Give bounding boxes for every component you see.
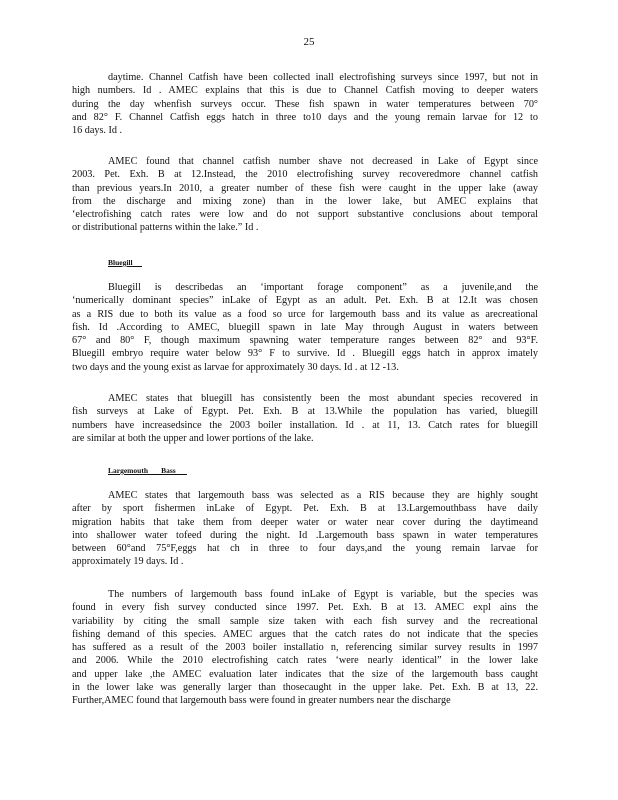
text-line: than previous years.In 2010, a greater number of these fish were caught in the upper lake (away — [72, 182, 538, 194]
text-line: numbers have increasedsince the 2003 boiler installation. Id . at 11, 13. Catch rates for bluegill — [72, 419, 538, 431]
text-line: Bluegill is describedas an ‘important forage component” as a juvenile,and the — [108, 282, 538, 293]
text-line: variability by citing the small sample size taken with each fish survey and the recreational — [72, 615, 538, 627]
text-line: ‘electrofishing catch rates were low and do not support substantive conclusions about temporal — [72, 209, 538, 221]
text-line: are similar at both the upper and lower portions of the lake. — [72, 432, 314, 444]
text-line: fishing demand of this species. AMEC argues that the catch rates do not indicate that the species — [72, 628, 538, 640]
text-line: found in every fish survey conducted since 1997. Pet. Exh. B at 13. AMEC expl ains the — [72, 602, 538, 614]
paragraph-channel-catfish-habits — [72, 71, 538, 137]
text-line: has suffered as a result of the 2003 boiler installatio n, referencing similar survey results in 1997 — [72, 642, 538, 654]
text-line: between 60°and 75°F,eggs hat ch in three to four days,and the young remain larvae for — [72, 543, 538, 555]
text-line: AMEC states that largemouth bass was selected as a RIS because they are highly sought — [108, 490, 538, 501]
text-line: AMEC found that channel catfish number shave not decreased in Lake of Egypt since — [108, 156, 538, 167]
paragraph-channel-catfish-numbers — [72, 155, 538, 235]
text-line: during the day whenfish surveys occur. These fish spawn in water temperatures between 70° — [72, 98, 538, 110]
text-line: 2003. Pet. Exh. B at 12.Instead, the 2010 electrofishing survey recoveredmore channel catfish — [72, 169, 538, 181]
paragraph-largemouth-bass-selection — [72, 489, 538, 569]
text-line: Bluegill embryo require water below 93° F to survive. Id . Bluegill eggs hatch in approx imately — [72, 348, 538, 360]
text-line: and 2006. While the 2010 electrofishing catch rates ‘were nearly identical” in the lower lake — [72, 655, 538, 667]
text-line: after by sport fishermen inLake of Egypt. Pet. Exh. B at 13.Largemouthbass have daily — [72, 503, 538, 515]
text-line: and 82° F. Channel Catfish eggs hatch in three to10 days and the young remain larvae for 12 to — [72, 111, 538, 123]
text-line: 16 days. Id . — [72, 125, 123, 137]
section-heading-bluegill: Bluegill — [108, 258, 142, 267]
text-line: Further,AMEC found that largemouth bass were found in greater numbers near the discharge — [72, 695, 451, 707]
text-line: into shallower water tofeed during the night. Id .Largemouth bass spawn in water temperatures — [72, 529, 538, 541]
text-line: two days and the young exist as larvae for approximately 30 days. Id . at 12 -13. — [72, 361, 399, 373]
text-line: from the discharge and mixing zone) than in the lower lake, but AMEC explains that — [72, 195, 538, 207]
text-line: The numbers of largemouth bass found inLake of Egypt is variable, but the species was — [108, 589, 538, 600]
text-line: high numbers. Id . AMEC explains that this is due to Channel Catfish moving to deeper waters — [72, 85, 538, 97]
text-line: or distributional patterns within the lake.” Id . — [72, 222, 259, 234]
section-heading-largemouth-bass: Largemouth Bass — [108, 466, 187, 475]
text-line: ‘numerically dominant species” inLake of Egypt as an adult. Pet. Exh. B at 12.It was chosen — [72, 295, 538, 307]
text-line: in the lower lake was generally larger than thosecaught in the upper lake. Pet. Exh. B at 13, 22. — [72, 682, 538, 694]
text-line: and upper lake ,the AMEC evaluation later indicates that the size of the largemouth bass caught — [72, 668, 538, 680]
text-line: fish. Id .According to AMEC, bluegill spawn in late May through August in waters between — [72, 321, 538, 333]
text-line: fish surveys at Lake of Egypt. Pet. Exh. B at 13.While the population has varied, bluegill — [72, 406, 538, 418]
text-line: migration habits that take them from deeper water or water near cover during the daytimeand — [72, 516, 538, 528]
text-line: as a RIS due to both its value as a food so urce for largemouth bass and its value as arecreational — [72, 308, 538, 320]
text-line: daytime. Channel Catfish have been collected inall electrofishing surveys since 1997, but not in — [108, 72, 538, 83]
text-line: 67° and 80° F, though maximum spawning water temperature ranges between 82° and 93°F. — [72, 335, 538, 347]
paragraph-bluegill-abundance — [72, 392, 538, 445]
paragraph-bluegill-description — [72, 281, 538, 374]
paragraph-largemouth-bass-numbers — [72, 588, 538, 708]
text-line: approximately 19 days. Id . — [72, 556, 184, 568]
text-line: AMEC states that bluegill has consistently been the most abundant species recovered in — [108, 393, 538, 404]
page-number: 25 — [303, 36, 315, 48]
